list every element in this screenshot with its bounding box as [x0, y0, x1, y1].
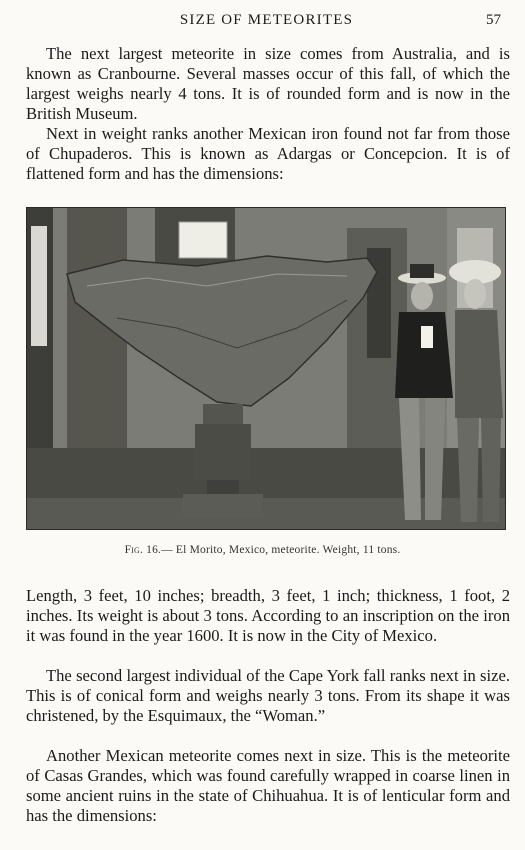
- paragraph-dimensions: Length, 3 feet, 10 inches; breadth, 3 feet, 1 inch; thickness, 1 foot, 2 inches. Its weight is about 3 tons. According to an inscription on the iron it was found in the year 1600. It is now in the City of Mexico.: [26, 586, 510, 645]
- paragraph-cape-york: The second largest individual of the Cape York fall ranks next in size. This is of conical form and weighs nearly 3 tons. From its shape it was christened, by the Esquimaux, the “Woman.”: [26, 666, 510, 725]
- figure-label: Fig. 16.—: [124, 544, 173, 556]
- paragraph-adargas: Next in weight ranks another Mexican iron found not far from those of Chupaderos. This is known as Adargas or Concepcion. It is of flattened form and has the dimensions:: [26, 124, 510, 183]
- figure-caption: [0, 544, 525, 556]
- figure-caption-text: El Morito, Mexico, meteorite. Weight, 11 tons.: [172, 544, 401, 556]
- paragraph-casas-grandes: Another Mexican meteorite comes next in size. This is the meteorite of Casas Grandes, which was found carefully wrapped in coarse linen in some ancient ruins in the state of Chihuahua. It is of lenticular form and has the dimensions:: [26, 746, 510, 825]
- running-head: SIZE OF METEORITES: [179, 12, 354, 28]
- paragraph-cranbourne: The next largest meteorite in size comes from Australia, and is known as Cranbourne. Several masses occur of this fall, of which the largest weighs nearly 4 tons. It is of rounded form and is now in the British Museum.: [26, 44, 510, 123]
- page-header: [26, 12, 507, 34]
- el-morito-meteorite-image: [27, 208, 505, 529]
- page-number: 57: [486, 12, 501, 28]
- meteorite-photograph: [26, 207, 506, 530]
